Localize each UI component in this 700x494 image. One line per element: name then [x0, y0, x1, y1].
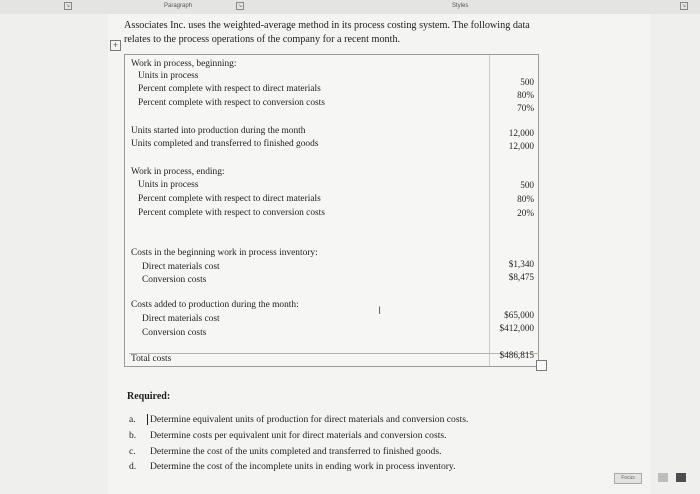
req-b-letter: b.: [129, 430, 137, 441]
total-costs-value: $486,815: [499, 350, 534, 360]
styles-group-label: Styles: [452, 3, 469, 9]
data-table[interactable]: [124, 54, 539, 367]
wip-begin-cc-value: 70%: [517, 103, 534, 113]
intro-paragraph: Associates Inc. uses the weighted-average method in its process costing system. The following data relates to the process operations of the company for a recent month.: [124, 20, 530, 45]
text-caret: [147, 414, 148, 425]
wip-end-dm-value: 80%: [517, 194, 534, 204]
costs-begin-heading: Costs in the beginning work in process inventory:: [131, 248, 318, 258]
paragraph-group-launcher-icon[interactable]: ↘: [237, 3, 243, 9]
paragraph-group-label: Paragraph: [164, 3, 193, 9]
focus-mode-button[interactable]: Focus: [614, 473, 642, 484]
table-right-border: [538, 55, 539, 366]
wip-begin-dm-label: Percent complete with respect to direct materials: [138, 84, 321, 94]
ribbon-bar: [0, 0, 700, 14]
costs-added-cc-label: Conversion costs: [142, 328, 207, 338]
table-move-handle-icon[interactable]: +: [110, 40, 121, 51]
wip-end-cc-value: 20%: [517, 208, 534, 218]
costs-added-dm-label: Direct materials cost: [142, 314, 220, 324]
read-mode-icon[interactable]: [658, 473, 668, 482]
costs-begin-dm-label: Direct materials cost: [142, 262, 220, 272]
wip-begin-units-value: 500: [520, 77, 534, 87]
costs-added-cc-value: $412,000: [499, 323, 534, 333]
req-d-letter: d.: [129, 461, 137, 472]
units-started-label: Units started into production during the month: [131, 126, 306, 136]
wip-begin-heading: Work in process, beginning:: [131, 59, 237, 69]
units-completed-value: 12,000: [508, 141, 534, 151]
wip-begin-cc-label: Percent complete with respect to conversion costs: [138, 98, 325, 108]
wip-end-units-value: 500: [520, 180, 534, 190]
total-costs-label: Total costs: [131, 354, 172, 364]
req-b-text: Determine costs per equivalent unit for direct materials and conversion costs.: [150, 430, 447, 441]
units-started-value: 12,000: [508, 128, 534, 138]
required-heading: Required:: [127, 391, 171, 402]
print-layout-icon[interactable]: [676, 473, 686, 482]
costs-begin-cc-label: Conversion costs: [142, 275, 207, 285]
table-resize-handle-icon[interactable]: [536, 360, 547, 371]
costs-begin-dm-value: $1,340: [508, 259, 534, 269]
status-bar: [612, 470, 700, 486]
req-c-text: Determine the cost of the units completed and transferred to finished goods.: [150, 446, 442, 457]
req-a-letter: a.: [129, 414, 136, 425]
wip-begin-units-label: Units in process: [138, 71, 199, 81]
costs-added-dm-value: $65,000: [504, 310, 534, 320]
wip-end-heading: Work in process, ending:: [131, 167, 225, 177]
styles-group-launcher-icon[interactable]: ↘: [681, 3, 687, 9]
req-c-letter: c.: [129, 446, 136, 457]
req-a-text: Determine equivalent units of production for direct materials and conversion costs.: [150, 414, 469, 425]
wip-end-cc-label: Percent complete with respect to conversion costs: [138, 208, 325, 218]
costs-begin-cc-value: $8,475: [508, 272, 534, 282]
req-d-text: Determine the cost of the incomplete units in ending work in process inventory.: [150, 461, 456, 472]
wip-begin-dm-value: 80%: [517, 90, 534, 100]
wip-end-units-label: Units in process: [138, 180, 199, 190]
units-completed-label: Units completed and transferred to finished goods: [131, 139, 319, 149]
text-cursor-icon: I: [378, 305, 382, 317]
font-group-launcher-icon[interactable]: ↘: [65, 3, 71, 9]
costs-added-heading: Costs added to production during the month:: [131, 300, 299, 310]
wip-end-dm-label: Percent complete with respect to direct materials: [138, 194, 321, 204]
